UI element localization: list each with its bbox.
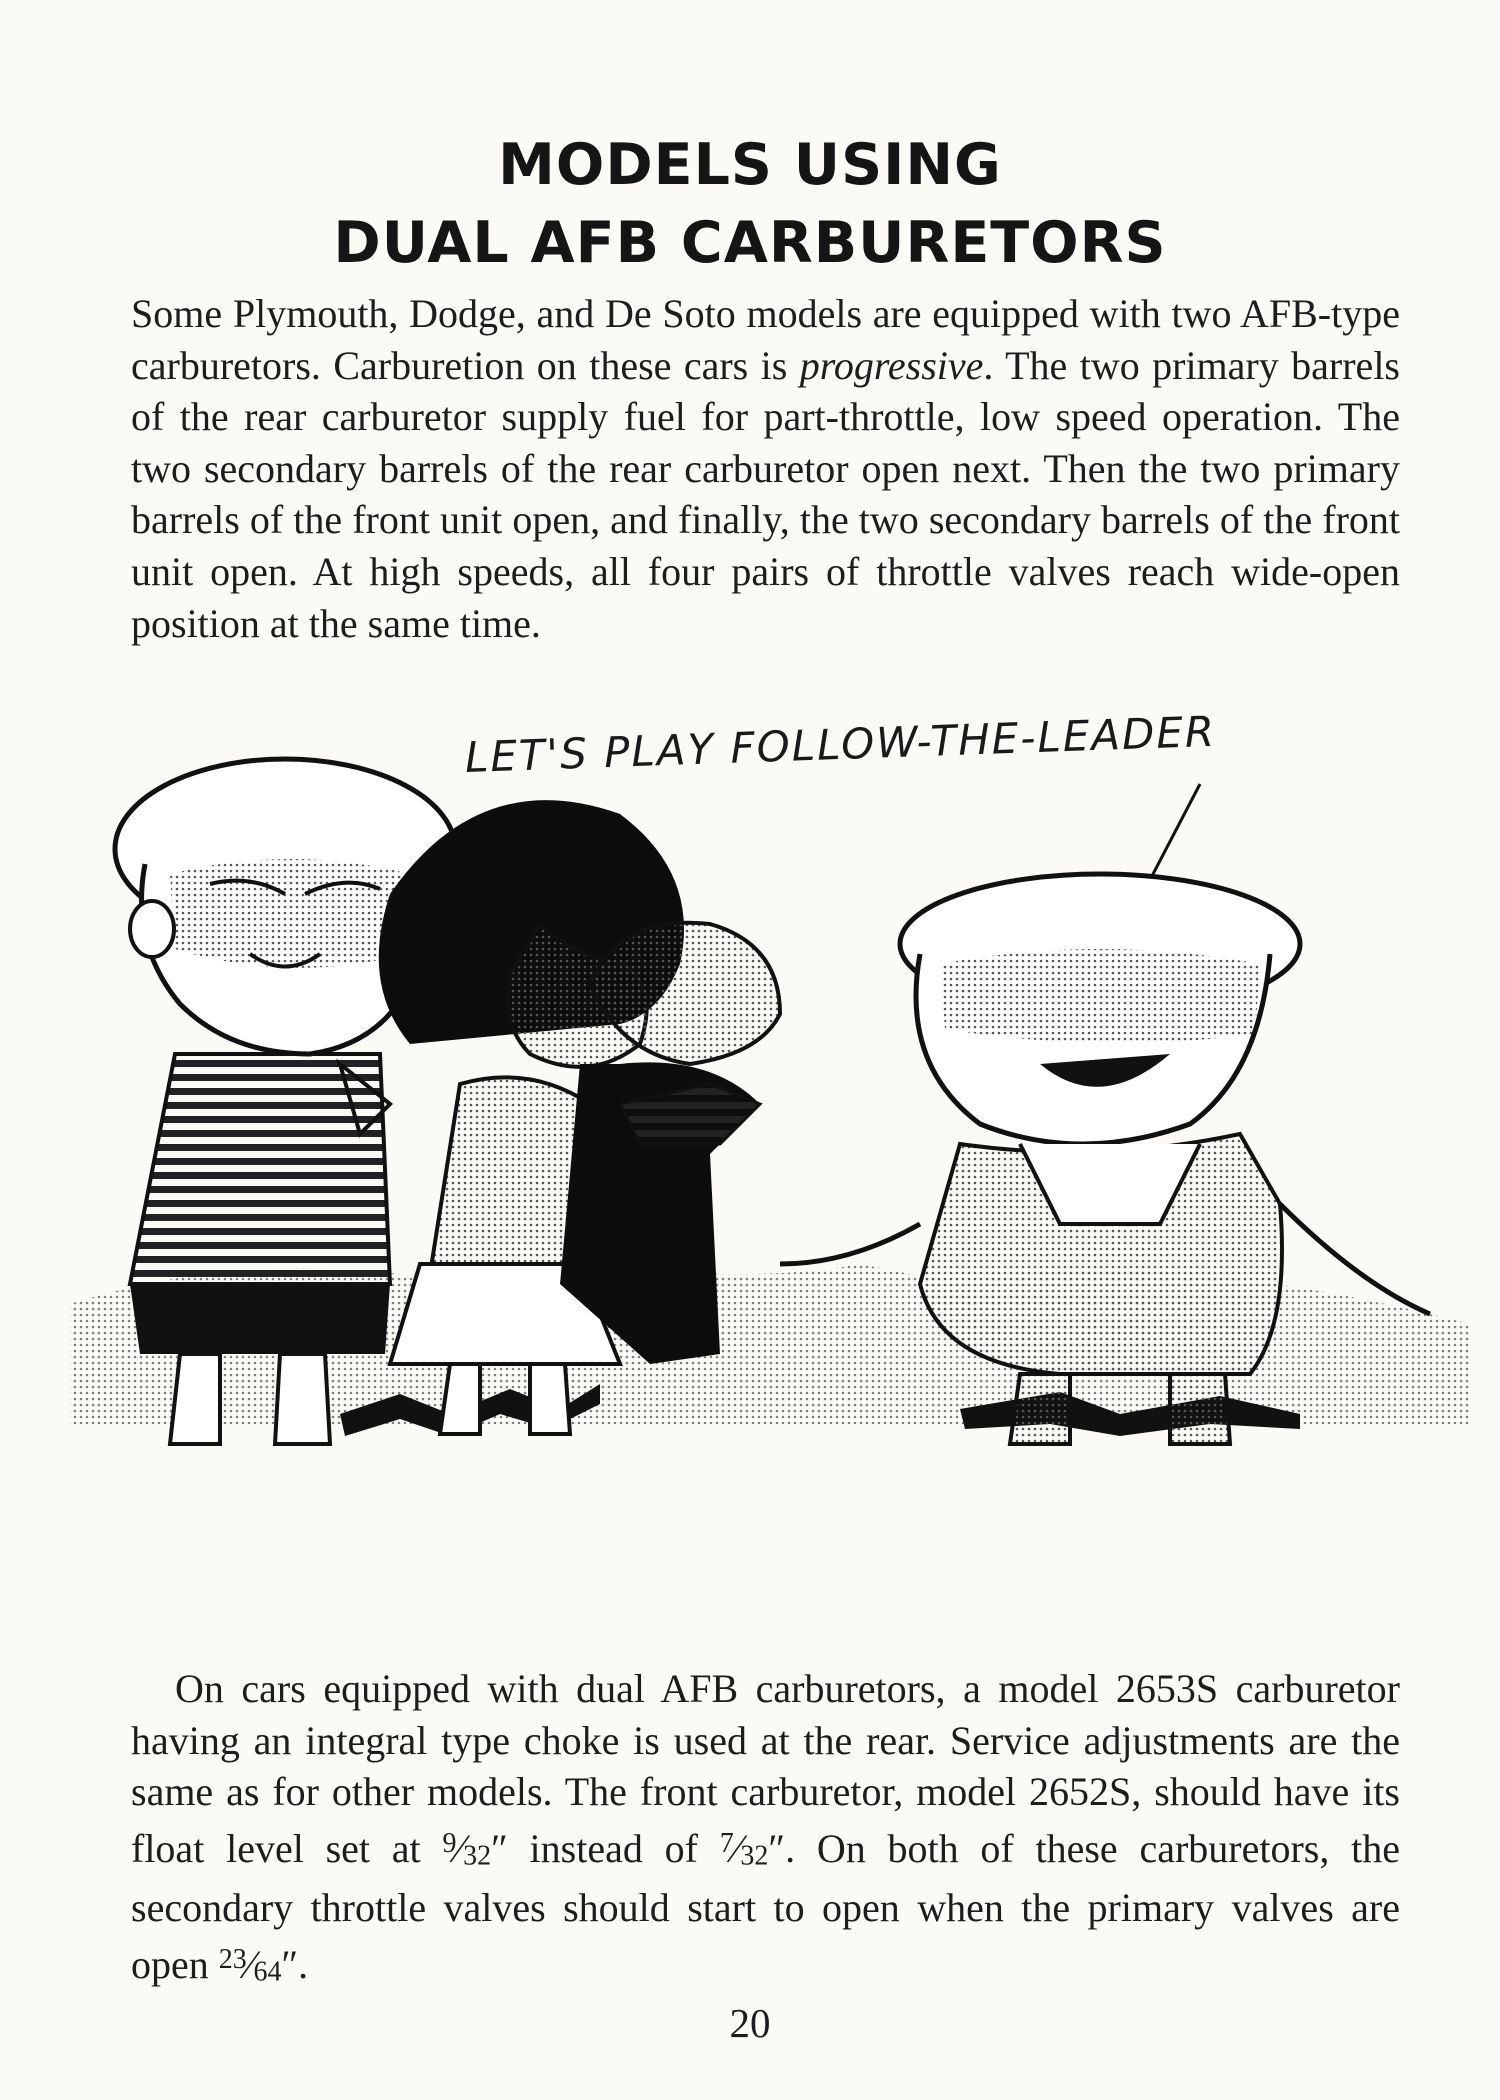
intro-text-emphasis: progressive [799, 342, 984, 388]
intro-text-end: . The two primary barrels of the rear carburetor supply fuel for part-throttle, low speed operation. The two secondary barrels of the rear carburetor open next. Then the two primary barrels of the front unit open, and finally, the two secondary barrels of the front unit open. At high speeds, all four pairs of throttle valves reach wide-open position at the same time. [131, 342, 1400, 646]
details-paragraph: On cars equipped with dual AFB carburetors, a model 2653S carburetor having an integral type choke is used at the rear. Service adjustments are the same as for other models. The front carburetor, model 2652S, should have its float level set at $^9$⁄32″ instead of $^7$⁄32″. On both of these carburetors, the secondary throttle valves should start to open when the primary valves are open $^{23}$⁄64″. [131, 1666, 1401, 1988]
page-title [0, 126, 1500, 282]
intro-paragraph [131, 288, 1400, 649]
speech-text: LET'S PLAY FOLLOW-THE-LEADER [464, 706, 1217, 782]
details-text-4: ″. [281, 1941, 309, 1987]
fraction-2-denominator: 32 [740, 1840, 769, 1872]
fraction-1-denominator: 32 [463, 1840, 492, 1872]
fraction-2-numerator: 7 [719, 1827, 734, 1859]
details-text-3: ″. On both of these carburetors, the secondary throttle valves should start to open when the primary valves are open [131, 1825, 1401, 1987]
intro-text-start: Some Plymouth, Dodge, and De Soto models are equipped with two AFB-type carburetors. Carburetion on these cars is [131, 291, 1400, 388]
details-text-1: On cars equipped with dual AFB carburetors, a model 2653S carburetor having an integral type choke is used at the rear. Service adjustments are the same as for other models. The front carburetor, model 2652S, should have its float level set at [131, 1666, 1400, 1871]
title-line-1: MODELS USING [498, 132, 1002, 198]
details-text-2: ″ instead of [491, 1825, 720, 1871]
cartoon-illustration [60, 724, 1480, 1604]
fraction-1-numerator: 9 [442, 1827, 457, 1859]
fraction-3-denominator: 64 [253, 1956, 282, 1988]
title-line-2: DUAL AFB CARBURETORS [333, 210, 1167, 276]
page-number: 20 [729, 2000, 771, 2046]
fraction-3-numerator: 23 [218, 1943, 247, 1975]
